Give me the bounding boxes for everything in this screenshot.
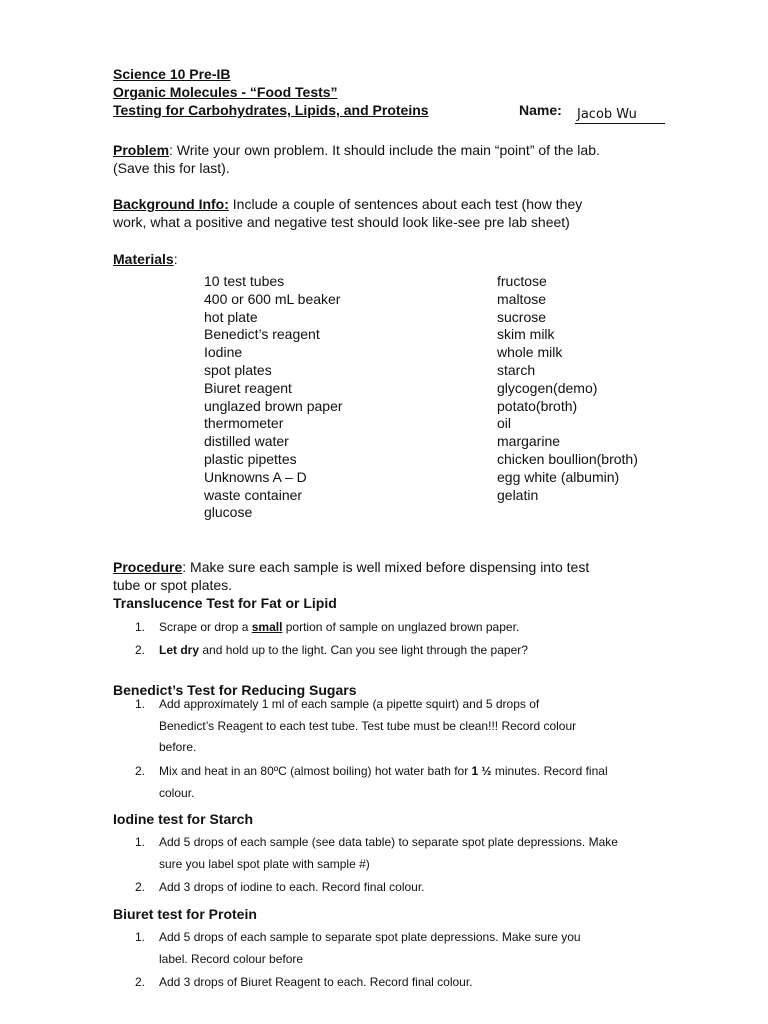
list-item xyxy=(135,972,675,994)
material-item: distilled water xyxy=(204,433,289,450)
list-item xyxy=(135,694,675,760)
list-item xyxy=(135,761,675,805)
material-item: oil xyxy=(497,415,512,432)
list-item xyxy=(135,617,675,639)
step-number: 1. xyxy=(135,697,146,711)
problem-line-1 xyxy=(113,141,600,159)
material-item: glucose xyxy=(204,504,253,521)
material-item: whole milk xyxy=(497,344,563,361)
materials-heading xyxy=(113,250,178,268)
name-label: Name: xyxy=(519,102,562,118)
materials-colon: : xyxy=(173,251,178,267)
material-item: 400 or 600 mL beaker xyxy=(204,290,341,307)
material-item: waste container xyxy=(204,486,303,503)
biuret-title: Biuret test for Protein xyxy=(113,906,257,922)
materials-list-left xyxy=(204,273,343,522)
material-item: Biuret reagent xyxy=(204,379,292,396)
procedure-text: : Make sure each sample is well mixed before dispensing into test xyxy=(182,559,590,575)
step-number: 1. xyxy=(135,930,146,944)
material-item: skim milk xyxy=(497,326,555,343)
list-item xyxy=(135,640,675,662)
material-item: fructose xyxy=(497,273,547,289)
material-item: gelatin xyxy=(497,486,539,503)
materials-list-right xyxy=(497,273,638,504)
iodine-title: Iodine test for Starch xyxy=(113,811,254,827)
material-item: 10 test tubes xyxy=(204,273,285,289)
material-item: thermometer xyxy=(204,415,284,432)
course-title: Science 10 Pre-IB xyxy=(113,66,231,82)
material-item: potato(broth) xyxy=(497,397,578,414)
material-item: plastic pipettes xyxy=(204,450,297,467)
material-item: hot plate xyxy=(204,308,258,325)
materials-label: Materials xyxy=(113,251,174,267)
material-item: unglazed brown paper xyxy=(204,397,343,414)
step-number: 2. xyxy=(135,880,146,894)
problem-line-2: (Save this for last). xyxy=(113,160,230,176)
step-text: Scrape or drop a small portion of sample on unglazed brown paper. xyxy=(159,620,520,634)
material-item: maltose xyxy=(497,290,547,307)
step-text: Add 3 drops of Biuret Reagent to each. Record final colour. xyxy=(159,975,473,989)
procedure-label: Procedure xyxy=(113,559,183,575)
lab-subtitle: Testing for Carbohydrates, Lipids, and Proteins xyxy=(113,102,429,118)
benedict-title: Benedict’s Test for Reducing Sugars xyxy=(113,682,357,698)
list-item xyxy=(135,927,675,971)
step-number: 1. xyxy=(135,620,146,634)
step-text: Let dry and hold up to the light. Can you see light through the paper? xyxy=(159,643,528,657)
problem-text: : Write your own problem. It should include the main “point” of the lab. xyxy=(169,142,600,158)
step-number: 2. xyxy=(135,975,146,989)
background-line-2: work, what a positive and negative test should look like-see pre lab sheet) xyxy=(113,214,570,230)
material-item: margarine xyxy=(497,433,561,450)
background-label: Background Info: xyxy=(113,196,229,212)
procedure-line-1 xyxy=(113,558,589,576)
material-item: chicken boullion(broth) xyxy=(497,450,638,467)
material-item: Iodine xyxy=(204,344,243,361)
material-item: spot plates xyxy=(204,361,272,378)
material-item: sucrose xyxy=(497,308,547,325)
translucence-title: Translucence Test for Fat or Lipid xyxy=(113,595,337,611)
background-text: Include a couple of sentences about each test (how they xyxy=(228,196,583,212)
step-text: Add 5 drops of each sample to separate spot plate depressions. Make sure you label. Record colour before xyxy=(159,930,581,966)
material-item: Benedict’s reagent xyxy=(204,326,320,343)
list-item xyxy=(135,877,675,899)
step-text: Add 5 drops of each sample (see data table) to separate spot plate depressions. Make sure you label spot plate with sample #) xyxy=(159,835,618,871)
student-name: Jacob Wu xyxy=(575,106,665,124)
step-number: 2. xyxy=(135,643,146,657)
list-item xyxy=(135,832,675,876)
step-text: Mix and heat in an 80ºC (almost boiling) hot water bath for 1 ½ minutes. Record final colour. xyxy=(159,764,608,800)
step-text: Add 3 drops of iodine to each. Record final colour. xyxy=(159,880,425,894)
step-text: Add approximately 1 ml of each sample (a pipette squirt) and 5 drops of Benedict’s Reagent to each test tube. Test tube must be clean!!! Record colour before. xyxy=(159,697,577,754)
problem-label: Problem xyxy=(113,142,170,158)
background-line-1 xyxy=(113,195,582,213)
procedure-line-2: tube or spot plates. xyxy=(113,577,233,593)
step-number: 1. xyxy=(135,835,146,849)
step-number: 2. xyxy=(135,764,146,778)
material-item: egg white (albumin) xyxy=(497,468,620,485)
material-item: glycogen(demo) xyxy=(497,379,598,396)
material-item: Unknowns A – D xyxy=(204,468,307,485)
lab-title: Organic Molecules - “Food Tests” xyxy=(113,84,338,100)
material-item: starch xyxy=(497,361,536,378)
